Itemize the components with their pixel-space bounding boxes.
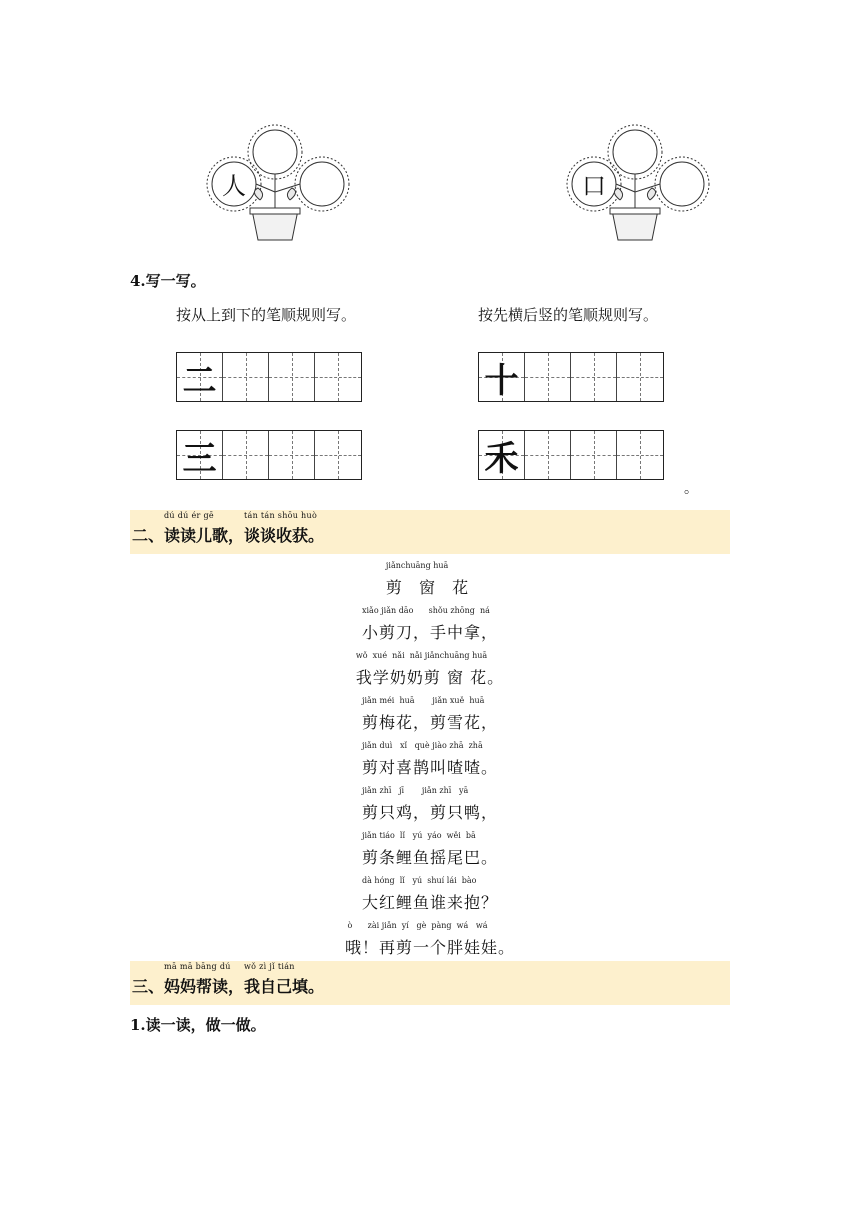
model-char: 三 — [182, 438, 217, 479]
banner-prefix: 二、 — [132, 526, 165, 545]
poem-line-text: 剪条鲤鱼摇尾巴。 — [361, 848, 498, 867]
model-char: 二 — [182, 360, 217, 401]
poem-line — [0, 651, 860, 688]
poem-line-pinyin: xiǎo jiǎn dāo shǒu zhōng ná — [361, 606, 490, 615]
poem-line-text: 我学奶奶剪 窗 花。 — [355, 668, 505, 687]
section-banner-2 — [130, 510, 730, 554]
section-title: 4.写一写。 — [130, 272, 206, 290]
writing-grid-row[interactable] — [478, 352, 664, 402]
poem-line-pinyin: jiǎn tiáo lǐ yú yáo wěi bā — [361, 831, 476, 840]
flower-pot-left — [200, 122, 350, 247]
flower-center-char: 口 — [582, 172, 606, 200]
poem-line — [0, 876, 860, 913]
model-char: 禾 — [484, 438, 519, 479]
model-char: 十 — [484, 360, 519, 401]
banner-pinyin: dú dú ér gē — [164, 511, 214, 520]
writing-grid-row[interactable] — [176, 430, 362, 480]
poem-line-pinyin: ò zài jiǎn yí gè pàng wá wá — [344, 921, 488, 930]
poem-line-text: 剪梅花，剪雪花， — [361, 713, 498, 732]
banner-text: 我自己填。 — [244, 977, 325, 996]
section-banner-3 — [130, 961, 730, 1005]
poem-title-text: 剪 窗 花 — [385, 578, 475, 597]
poem-line-text: 剪对喜鹊叫喳喳。 — [361, 758, 498, 777]
flower-pot-right — [560, 122, 710, 247]
section-title: 1.读一读，做一做。 — [130, 1016, 266, 1034]
poem-line — [0, 696, 860, 733]
banner-pinyin: wǒ zì jǐ tián — [244, 962, 295, 971]
poem-line-text: 哦！再剪一个胖娃娃。 — [344, 938, 515, 957]
banner-text: 妈妈帮读， — [164, 977, 245, 996]
poem-line — [0, 606, 860, 643]
poem-line — [0, 786, 860, 823]
poem-title-pinyin: jiǎnchuāng huā — [385, 561, 449, 570]
poem-line-pinyin: jiǎn méi huā jiǎn xuě huā — [361, 696, 485, 705]
banner-pinyin: mā mā bāng dú — [164, 962, 231, 971]
poem-title — [0, 561, 860, 598]
flower-center-char: 人 — [222, 172, 246, 200]
trailing-mark: 。 — [684, 481, 698, 497]
poem-line-pinyin: dà hóng lǐ yú shuí lái bào — [361, 876, 477, 885]
poem-line-text: 大红鲤鱼谁来抱？ — [361, 893, 498, 912]
banner-pinyin: tán tán shōu huò — [244, 511, 318, 520]
banner-text: 读读儿歌， — [164, 526, 245, 545]
poem-line-pinyin: jiǎn duì xǐ què jiào zhā zhā — [361, 741, 483, 750]
poem-line — [0, 831, 860, 868]
poem-line — [0, 741, 860, 778]
poem-line-pinyin: wǒ xué nǎi nǎi jiǎnchuāng huā — [355, 651, 488, 660]
poem-line-text: 剪只鸡，剪只鸭， — [361, 803, 498, 822]
writing-grid-row[interactable] — [478, 430, 664, 480]
poem-line-pinyin: jiǎn zhī jī jiǎn zhī yā — [361, 786, 469, 795]
instruction-left: 按从上到下的笔顺规则写。 — [176, 306, 357, 324]
instruction-right: 按先横后竖的笔顺规则写。 — [478, 306, 659, 324]
writing-grid-row[interactable] — [176, 352, 362, 402]
poem-line-text: 小剪刀，手中拿， — [361, 623, 498, 642]
banner-text: 谈谈收获。 — [244, 526, 325, 545]
poem-line — [0, 921, 860, 958]
banner-prefix: 三、 — [132, 977, 165, 996]
